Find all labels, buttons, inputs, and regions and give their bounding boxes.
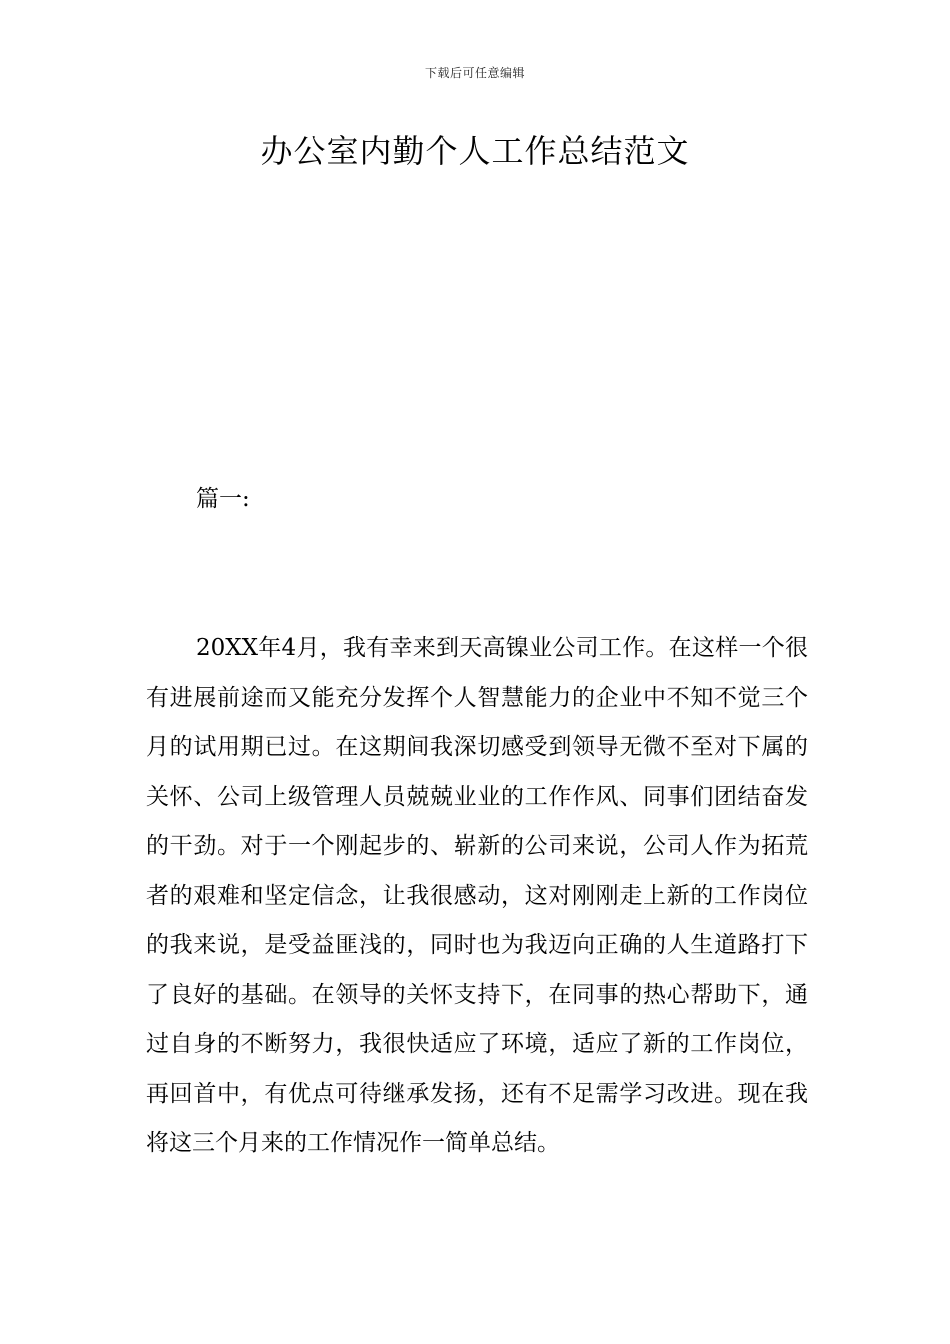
section-label: 篇一: — [196, 486, 250, 512]
document-title: 办公室内勤个人工作总结范文 — [260, 132, 690, 170]
body-paragraph: 20XX年4月，我有幸来到天高镍业公司工作。在这样一个很有进展前途而又能充分发挥个人智慧能力的企业中不知不觉三个月的试用期已过。在这期间我深切感受到领导无微不至对下属的关怀、公司上级管理人员兢兢业业的工作作风、同事们团结奋发的干劲。对于一个刚起步的、崭新的公司来说，公司人作为拓荒者的艰难和坚定信念，让我很感动，这对刚刚走上新的工作岗位的我来说，是受益匪浅的，同时也为我迈向正确的人生道路打下了良好的基础。在领导的关怀支持下，在同事的热心帮助下，通过自身的不断努力，我很快适应了环境，适应了新的工作岗位，再回首中，有优点可待继承发扬，还有不足需学习改进。现在我将这三个月来的工作情况作一简单总结。 — [146, 635, 808, 1156]
header-note: 下载后可任意编辑 — [424, 66, 525, 80]
